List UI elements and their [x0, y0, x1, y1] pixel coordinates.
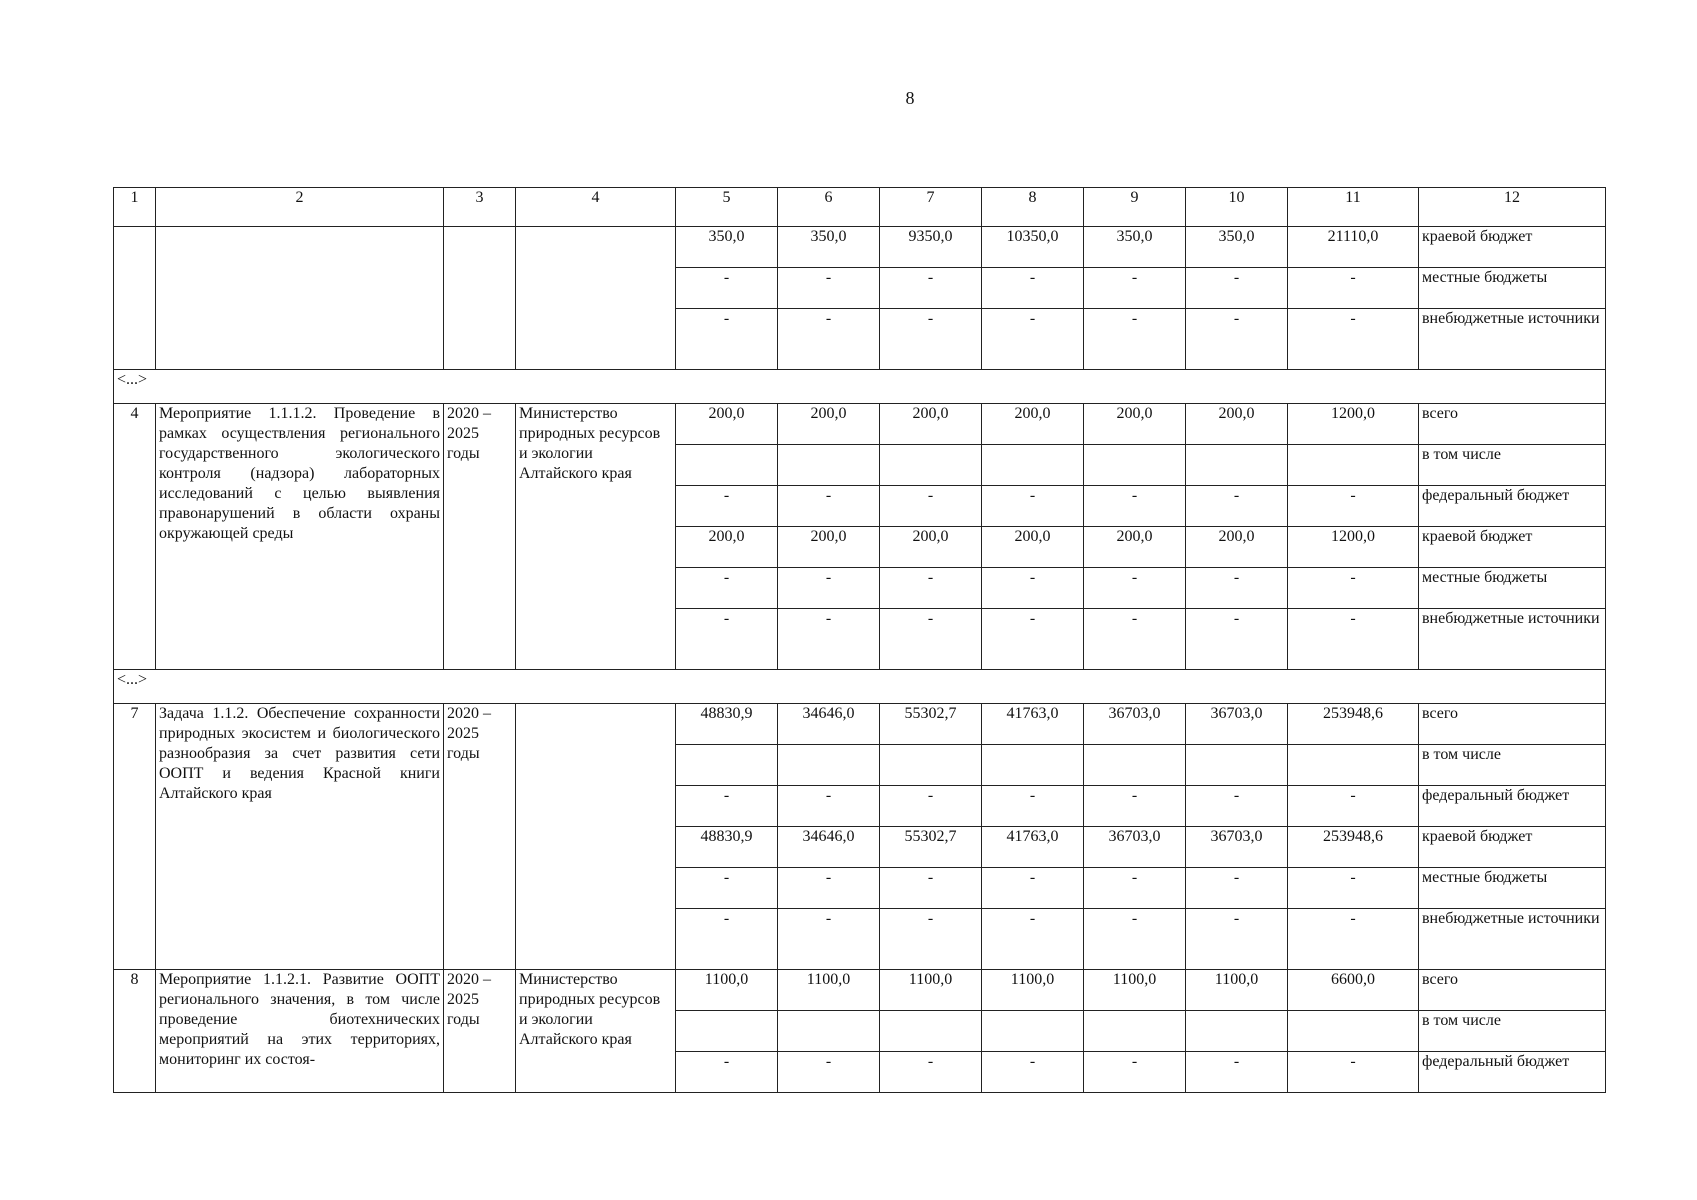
value-cell: - [778, 309, 880, 370]
source-label: в том числе [1419, 1011, 1606, 1052]
value-cell: - [1288, 786, 1419, 827]
value-cell: - [1288, 268, 1419, 309]
value-cell: 200,0 [982, 527, 1084, 568]
value-cell: 200,0 [676, 527, 778, 568]
value-cell [1186, 1011, 1288, 1052]
value-cell: 200,0 [676, 404, 778, 445]
value-cell: - [880, 268, 982, 309]
value-cell: 1100,0 [1084, 970, 1186, 1011]
table-row [114, 704, 1606, 745]
value-cell: - [982, 786, 1084, 827]
header-cell: 12 [1419, 188, 1606, 227]
header-cell: 10 [1186, 188, 1288, 227]
value-cell: 1100,0 [880, 970, 982, 1011]
value-cell: - [1288, 486, 1419, 527]
value-cell: 200,0 [778, 404, 880, 445]
value-cell: 200,0 [1186, 527, 1288, 568]
value-cell: - [880, 909, 982, 970]
value-cell: - [778, 868, 880, 909]
value-cell: 1100,0 [1186, 970, 1288, 1011]
table-row [114, 970, 1606, 1011]
source-label: федеральный бюджет [1419, 786, 1606, 827]
header-row [114, 188, 1606, 227]
row-number: 7 [114, 704, 156, 970]
header-cell: 9 [1084, 188, 1186, 227]
value-cell: - [778, 486, 880, 527]
value-cell: - [880, 868, 982, 909]
value-cell: 36703,0 [1084, 704, 1186, 745]
value-cell: - [1186, 309, 1288, 370]
value-cell: - [676, 909, 778, 970]
value-cell [676, 745, 778, 786]
value-cell [1084, 1011, 1186, 1052]
source-label: внебюджетные источники [1419, 309, 1606, 370]
value-cell: 1200,0 [1288, 527, 1419, 568]
value-cell: - [778, 568, 880, 609]
measure-description: Задача 1.1.2. Обеспечение сохранности природных экосистем и биологического разнообразия за счет развития сети ООПТ и ведения Красной книги Алтайского края [156, 704, 444, 970]
header-cell: 2 [156, 188, 444, 227]
row-number: 4 [114, 404, 156, 670]
period-cell: 2020 – 2025 годы [444, 704, 516, 970]
value-cell: - [1084, 868, 1186, 909]
value-cell [676, 445, 778, 486]
value-cell: - [778, 1052, 880, 1093]
value-cell: 55302,7 [880, 827, 982, 868]
row-number: 8 [114, 970, 156, 1093]
value-cell [1084, 445, 1186, 486]
value-cell: - [880, 1052, 982, 1093]
value-cell: - [778, 786, 880, 827]
value-cell: - [1288, 868, 1419, 909]
value-cell: 48830,9 [676, 827, 778, 868]
header-cell: 8 [982, 188, 1084, 227]
value-cell: 34646,0 [778, 827, 880, 868]
source-label: местные бюджеты [1419, 268, 1606, 309]
value-cell [880, 445, 982, 486]
value-cell: 36703,0 [1084, 827, 1186, 868]
value-cell: 200,0 [1084, 404, 1186, 445]
value-cell: 350,0 [778, 227, 880, 268]
value-cell: - [1084, 268, 1186, 309]
value-cell: - [676, 486, 778, 527]
value-cell: - [676, 786, 778, 827]
header-cell: 1 [114, 188, 156, 227]
value-cell: 34646,0 [778, 704, 880, 745]
value-cell [778, 445, 880, 486]
value-cell: 6600,0 [1288, 970, 1419, 1011]
value-cell: - [982, 609, 1084, 670]
value-cell: - [676, 268, 778, 309]
value-cell: - [676, 609, 778, 670]
value-cell: - [778, 909, 880, 970]
empty-cell [516, 227, 676, 370]
value-cell: 1100,0 [982, 970, 1084, 1011]
page-number: 8 [905, 88, 915, 108]
source-label: краевой бюджет [1419, 227, 1606, 268]
value-cell: - [982, 309, 1084, 370]
value-cell: 1200,0 [1288, 404, 1419, 445]
value-cell: - [880, 486, 982, 527]
source-label: всего [1419, 704, 1606, 745]
value-cell: 55302,7 [880, 704, 982, 745]
source-label: местные бюджеты [1419, 568, 1606, 609]
value-cell: 21110,0 [1288, 227, 1419, 268]
source-label: федеральный бюджет [1419, 486, 1606, 527]
source-label: внебюджетные источники [1419, 909, 1606, 970]
value-cell [1186, 445, 1288, 486]
value-cell [1288, 1011, 1419, 1052]
value-cell: - [676, 868, 778, 909]
value-cell: - [982, 268, 1084, 309]
value-cell [676, 1011, 778, 1052]
empty-cell [156, 227, 444, 370]
value-cell: 36703,0 [1186, 704, 1288, 745]
value-cell: 200,0 [1084, 527, 1186, 568]
value-cell: - [1084, 1052, 1186, 1093]
source-label: федеральный бюджет [1419, 1052, 1606, 1093]
value-cell: - [880, 609, 982, 670]
value-cell: 36703,0 [1186, 827, 1288, 868]
value-cell: 200,0 [1186, 404, 1288, 445]
value-cell: - [982, 568, 1084, 609]
executor-cell: Министерство природных ресурсов и экологии Алтайского края [516, 404, 676, 670]
source-label: местные бюджеты [1419, 868, 1606, 909]
value-cell [880, 745, 982, 786]
value-cell: 200,0 [880, 404, 982, 445]
value-cell: - [676, 1052, 778, 1093]
value-cell: 9350,0 [880, 227, 982, 268]
value-cell: - [1084, 486, 1186, 527]
value-cell: - [1084, 609, 1186, 670]
header-cell: 3 [444, 188, 516, 227]
value-cell: - [1084, 568, 1186, 609]
value-cell [982, 1011, 1084, 1052]
value-cell: - [1288, 1052, 1419, 1093]
value-cell: - [1084, 909, 1186, 970]
value-cell: - [778, 609, 880, 670]
executor-cell [516, 704, 676, 970]
value-cell: 1100,0 [676, 970, 778, 1011]
value-cell: - [1288, 309, 1419, 370]
empty-cell [114, 227, 156, 370]
value-cell: 253948,6 [1288, 704, 1419, 745]
value-cell [778, 745, 880, 786]
value-cell: 200,0 [880, 527, 982, 568]
value-cell [1288, 445, 1419, 486]
value-cell [778, 1011, 880, 1052]
value-cell: - [676, 568, 778, 609]
source-label: всего [1419, 970, 1606, 1011]
value-cell: 1100,0 [778, 970, 880, 1011]
omission-marker: <...> [114, 670, 1606, 704]
value-cell: 350,0 [1084, 227, 1186, 268]
value-cell: 10350,0 [982, 227, 1084, 268]
value-cell [1288, 745, 1419, 786]
value-cell: - [676, 309, 778, 370]
measure-description: Мероприятие 1.1.1.2. Проведение в рамках осуществления регионального государственного экологического контроля (надзора) лабораторных исследований с целью выявления правонарушений в области охраны окружающей среды [156, 404, 444, 670]
value-cell: - [880, 568, 982, 609]
measure-description: Мероприятие 1.1.2.1. Развитие ООПТ регионального значения, в том числе проведение биотехнических мероприятий на этих территориях, мониторинг их состоя- [156, 970, 444, 1093]
value-cell: - [880, 309, 982, 370]
value-cell: - [880, 786, 982, 827]
value-cell: - [1186, 486, 1288, 527]
value-cell [982, 745, 1084, 786]
source-label: в том числе [1419, 745, 1606, 786]
value-cell [880, 1011, 982, 1052]
header-cell: 11 [1288, 188, 1419, 227]
value-cell: - [778, 268, 880, 309]
header-cell: 4 [516, 188, 676, 227]
value-cell: 350,0 [1186, 227, 1288, 268]
value-cell: 41763,0 [982, 704, 1084, 745]
value-cell: 200,0 [982, 404, 1084, 445]
empty-cell [444, 227, 516, 370]
value-cell [982, 445, 1084, 486]
value-cell: - [1288, 909, 1419, 970]
source-label: всего [1419, 404, 1606, 445]
source-label: внебюджетные источники [1419, 609, 1606, 670]
value-cell: - [1186, 568, 1288, 609]
value-cell: - [1288, 609, 1419, 670]
value-cell: - [1186, 268, 1288, 309]
value-cell: 350,0 [676, 227, 778, 268]
executor-cell: Министерство природных ресурсов и экологии Алтайского края [516, 970, 676, 1093]
period-cell: 2020 – 2025 годы [444, 404, 516, 670]
value-cell: - [1186, 609, 1288, 670]
source-label: краевой бюджет [1419, 827, 1606, 868]
value-cell: - [1186, 786, 1288, 827]
value-cell: - [1186, 1052, 1288, 1093]
omission-row [114, 370, 1606, 404]
value-cell: 200,0 [778, 527, 880, 568]
omission-marker: <...> [114, 370, 1606, 404]
table-row [114, 227, 1606, 268]
value-cell: - [1186, 868, 1288, 909]
value-cell [1084, 745, 1186, 786]
value-cell: - [982, 1052, 1084, 1093]
omission-row [114, 670, 1606, 704]
funding-table [113, 187, 1606, 1093]
value-cell: - [1186, 909, 1288, 970]
value-cell: - [1084, 309, 1186, 370]
source-label: в том числе [1419, 445, 1606, 486]
header-cell: 5 [676, 188, 778, 227]
value-cell: 41763,0 [982, 827, 1084, 868]
value-cell: - [982, 909, 1084, 970]
value-cell: - [982, 486, 1084, 527]
value-cell: - [1084, 786, 1186, 827]
value-cell: - [1288, 568, 1419, 609]
value-cell: - [982, 868, 1084, 909]
header-cell: 6 [778, 188, 880, 227]
period-cell: 2020 – 2025 годы [444, 970, 516, 1093]
table-row [114, 404, 1606, 445]
value-cell: 48830,9 [676, 704, 778, 745]
header-cell: 7 [880, 188, 982, 227]
value-cell [1186, 745, 1288, 786]
value-cell: 253948,6 [1288, 827, 1419, 868]
source-label: краевой бюджет [1419, 527, 1606, 568]
